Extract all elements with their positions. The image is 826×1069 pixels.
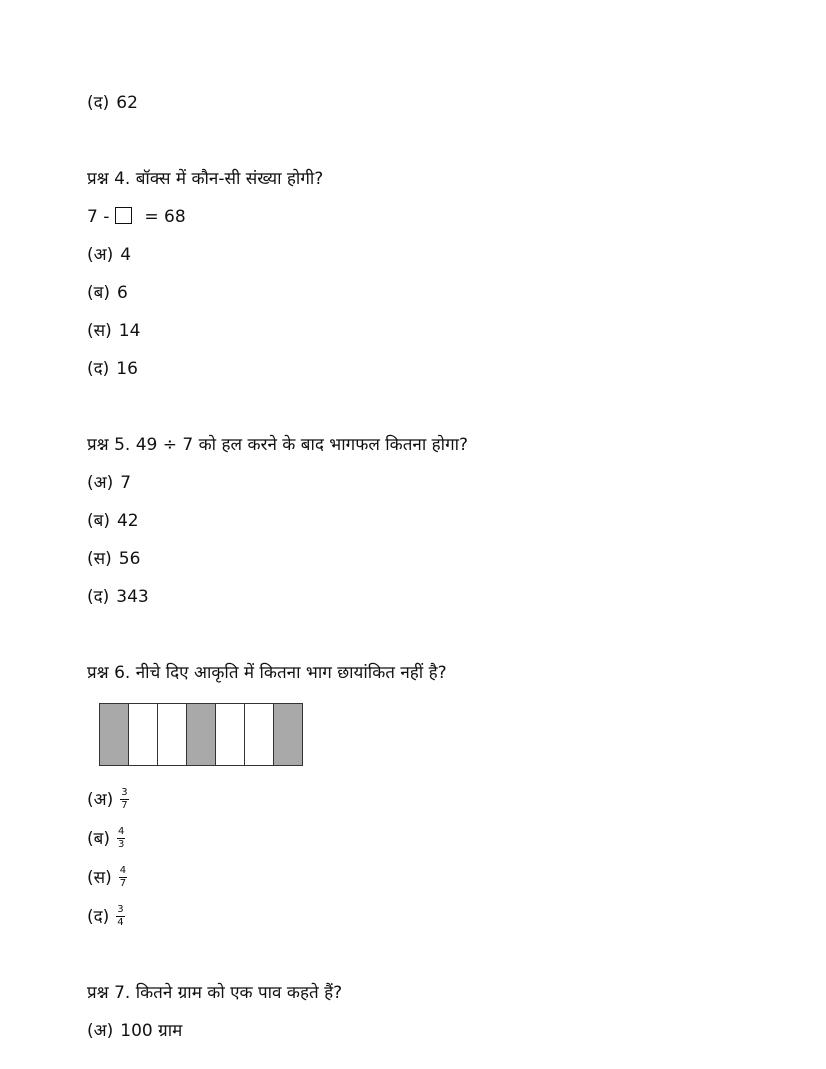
option-value: 100 ग्राम: [120, 1021, 183, 1041]
option-value: 62: [116, 93, 138, 113]
option-value: 343: [116, 587, 149, 607]
q4-option-d: [87, 358, 138, 380]
shaded-cell: [187, 704, 216, 765]
option-value: 4: [120, 245, 132, 265]
option-value: 56: [118, 549, 141, 569]
numerator: 3: [121, 787, 128, 798]
fraction: [116, 905, 124, 928]
option-label: (द): [87, 359, 110, 379]
shaded-cell: [100, 704, 129, 765]
option-label: (स): [87, 549, 112, 569]
denominator: 7: [121, 800, 128, 811]
option-label: (द): [87, 93, 110, 113]
unshaded-cell: [245, 704, 274, 765]
q4-option-b: [87, 282, 128, 304]
q6-title: प्रश्न 6. नीचे दिए आकृति में कितना भाग छायांकित नहीं है?: [87, 663, 447, 683]
q4-option-a: [87, 244, 131, 266]
option-value: 7: [120, 473, 132, 493]
option-label: (स): [87, 867, 112, 888]
q4-option-c: [87, 320, 140, 342]
fraction: [120, 788, 128, 811]
shaded-cell: [274, 704, 302, 765]
q3-option-d: [87, 92, 138, 114]
q4-title: प्रश्न 4. बॉक्स में कौन-सी संख्या होगी?: [87, 169, 324, 189]
q5-option-d: [87, 586, 149, 608]
q5-option-a: [87, 472, 131, 494]
option-value: 16: [116, 359, 138, 379]
denominator: 7: [119, 878, 127, 889]
q7-title: प्रश्न 7. कितने ग्राम को एक पाव कहते हैं?: [87, 983, 343, 1003]
unshaded-cell: [216, 704, 245, 765]
q6-option-d: [87, 905, 125, 928]
option-label: (ब): [87, 511, 110, 531]
answer-box: [115, 207, 132, 224]
q4-equation: [87, 206, 186, 228]
fraction: [117, 827, 125, 850]
option-label: (अ): [87, 473, 114, 493]
q5-title: प्रश्न 5. 49 ÷ 7 को हल करने के बाद भागफल कितना होगा?: [87, 435, 469, 455]
unshaded-cell: [158, 704, 187, 765]
q6-option-c: [87, 866, 127, 889]
denominator: 4: [117, 917, 124, 928]
shaded-strip-figure: [99, 703, 303, 766]
equation-left: 7 -: [87, 207, 110, 227]
option-label: (द): [87, 906, 110, 927]
option-value: 42: [116, 511, 139, 531]
option-label: (अ): [87, 1021, 114, 1041]
denominator: 3: [117, 839, 125, 850]
equation-right: = 68: [144, 207, 186, 227]
fraction: [119, 866, 127, 889]
option-label: (स): [87, 321, 112, 341]
numerator: 4: [119, 865, 127, 876]
option-label: (अ): [87, 245, 114, 265]
option-value: 6: [116, 283, 128, 303]
numerator: 3: [117, 904, 124, 915]
q5-option-c: [87, 548, 140, 570]
q7-option-a: [87, 1020, 182, 1042]
option-label: (ब): [87, 283, 110, 303]
unshaded-cell: [129, 704, 158, 765]
q6-option-a: [87, 788, 129, 811]
numerator: 4: [117, 826, 125, 837]
option-value: 14: [118, 321, 141, 341]
q6-option-b: [87, 827, 125, 850]
option-label: (ब): [87, 828, 110, 849]
option-label: (अ): [87, 789, 114, 810]
q5-option-b: [87, 510, 139, 532]
option-label: (द): [87, 587, 110, 607]
